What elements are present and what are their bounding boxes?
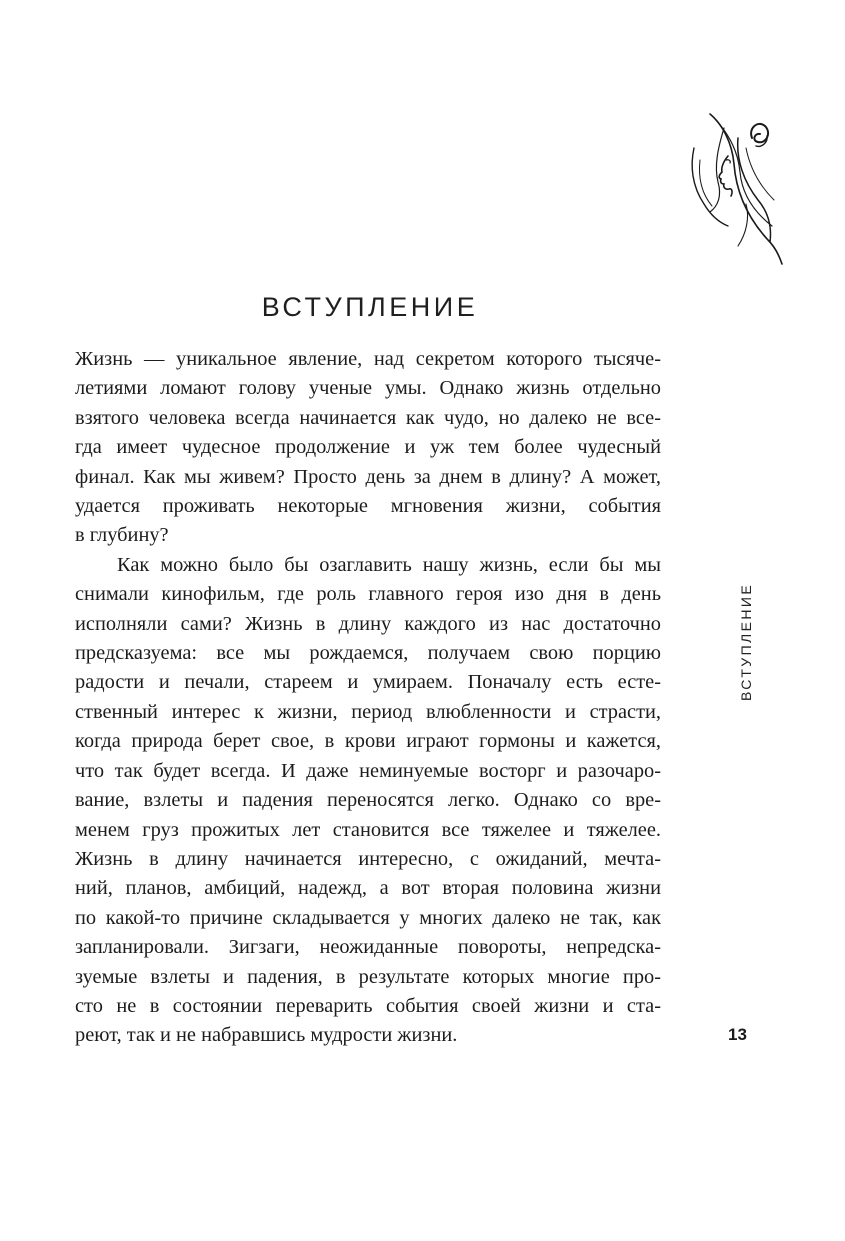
text-line: Жизнь в длину начинается интересно, с ожиданий, мечта- xyxy=(75,847,661,870)
running-head: ВСТУПЛЕНИЕ xyxy=(738,582,754,701)
text-line: снимали кинофильм, где роль главного героя изо дня в день xyxy=(75,583,661,606)
text-line: запланировали. Зигзаги, неожиданные повороты, непредска- xyxy=(75,936,661,959)
woman-profile-line-drawing-icon xyxy=(688,108,784,268)
text-line: летиями ломают голову ученые умы. Однако жизнь отдельно xyxy=(75,377,661,400)
text-line: вание, взлеты и падения переносятся легко. Однако со вре- xyxy=(75,789,661,812)
text-line: исполняли сами? Жизнь в длину каждого из нас достаточно xyxy=(75,612,661,635)
text-line: по какой-то причине складывается у многих далеко не так, как xyxy=(75,906,661,929)
paragraph xyxy=(75,345,661,551)
text-line: когда природа берет свое, в крови играют гормоны и кажется, xyxy=(75,730,661,753)
text-line: взятого человека всегда начинается как чудо, но далеко не все- xyxy=(75,406,661,429)
paragraph xyxy=(75,551,661,1051)
text-line: финал. Как мы живем? Просто день за днем в длину? А может, xyxy=(75,465,661,488)
text-line: Жизнь — уникальное явление, над секретом которого тысяче- xyxy=(75,348,661,370)
text-line: радости и печали, стареем и умираем. Поначалу есть есте- xyxy=(75,671,661,694)
text-line: удается проживать некоторые мгновения жизни, события xyxy=(75,495,661,518)
text-line: реют, так и не набравшись мудрости жизни. xyxy=(75,1024,458,1047)
text-line: ственный интерес к жизни, период влюбленности и страсти, xyxy=(75,700,661,723)
text-line: гда имеет чудесное продолжение и уж тем более чудесный xyxy=(75,436,661,459)
text-line: зуемые взлеты и падения, в результате которых многие про- xyxy=(75,965,661,988)
chapter-title: ВСТУПЛЕНИЕ xyxy=(261,292,479,322)
text-line: предсказуема: все мы рождаемся, получаем свою порцию xyxy=(75,642,661,665)
text-line: сто не в состоянии переварить события своей жизни и ста- xyxy=(75,994,661,1017)
text-line: что так будет всегда. И даже неминуемые восторг и разочаро- xyxy=(75,759,661,782)
text-line: ний, планов, амбиций, надежд, а вот вторая половина жизни xyxy=(75,877,661,900)
text-line: в глубину? xyxy=(75,524,169,547)
text-line: менем груз прожитых лет становится все тяжелее и тяжелее. xyxy=(75,818,661,841)
text-line: Как можно было бы озаглавить нашу жизнь, если бы мы xyxy=(117,553,661,576)
body-text xyxy=(75,345,661,1051)
page-number: 13 xyxy=(728,1025,747,1044)
